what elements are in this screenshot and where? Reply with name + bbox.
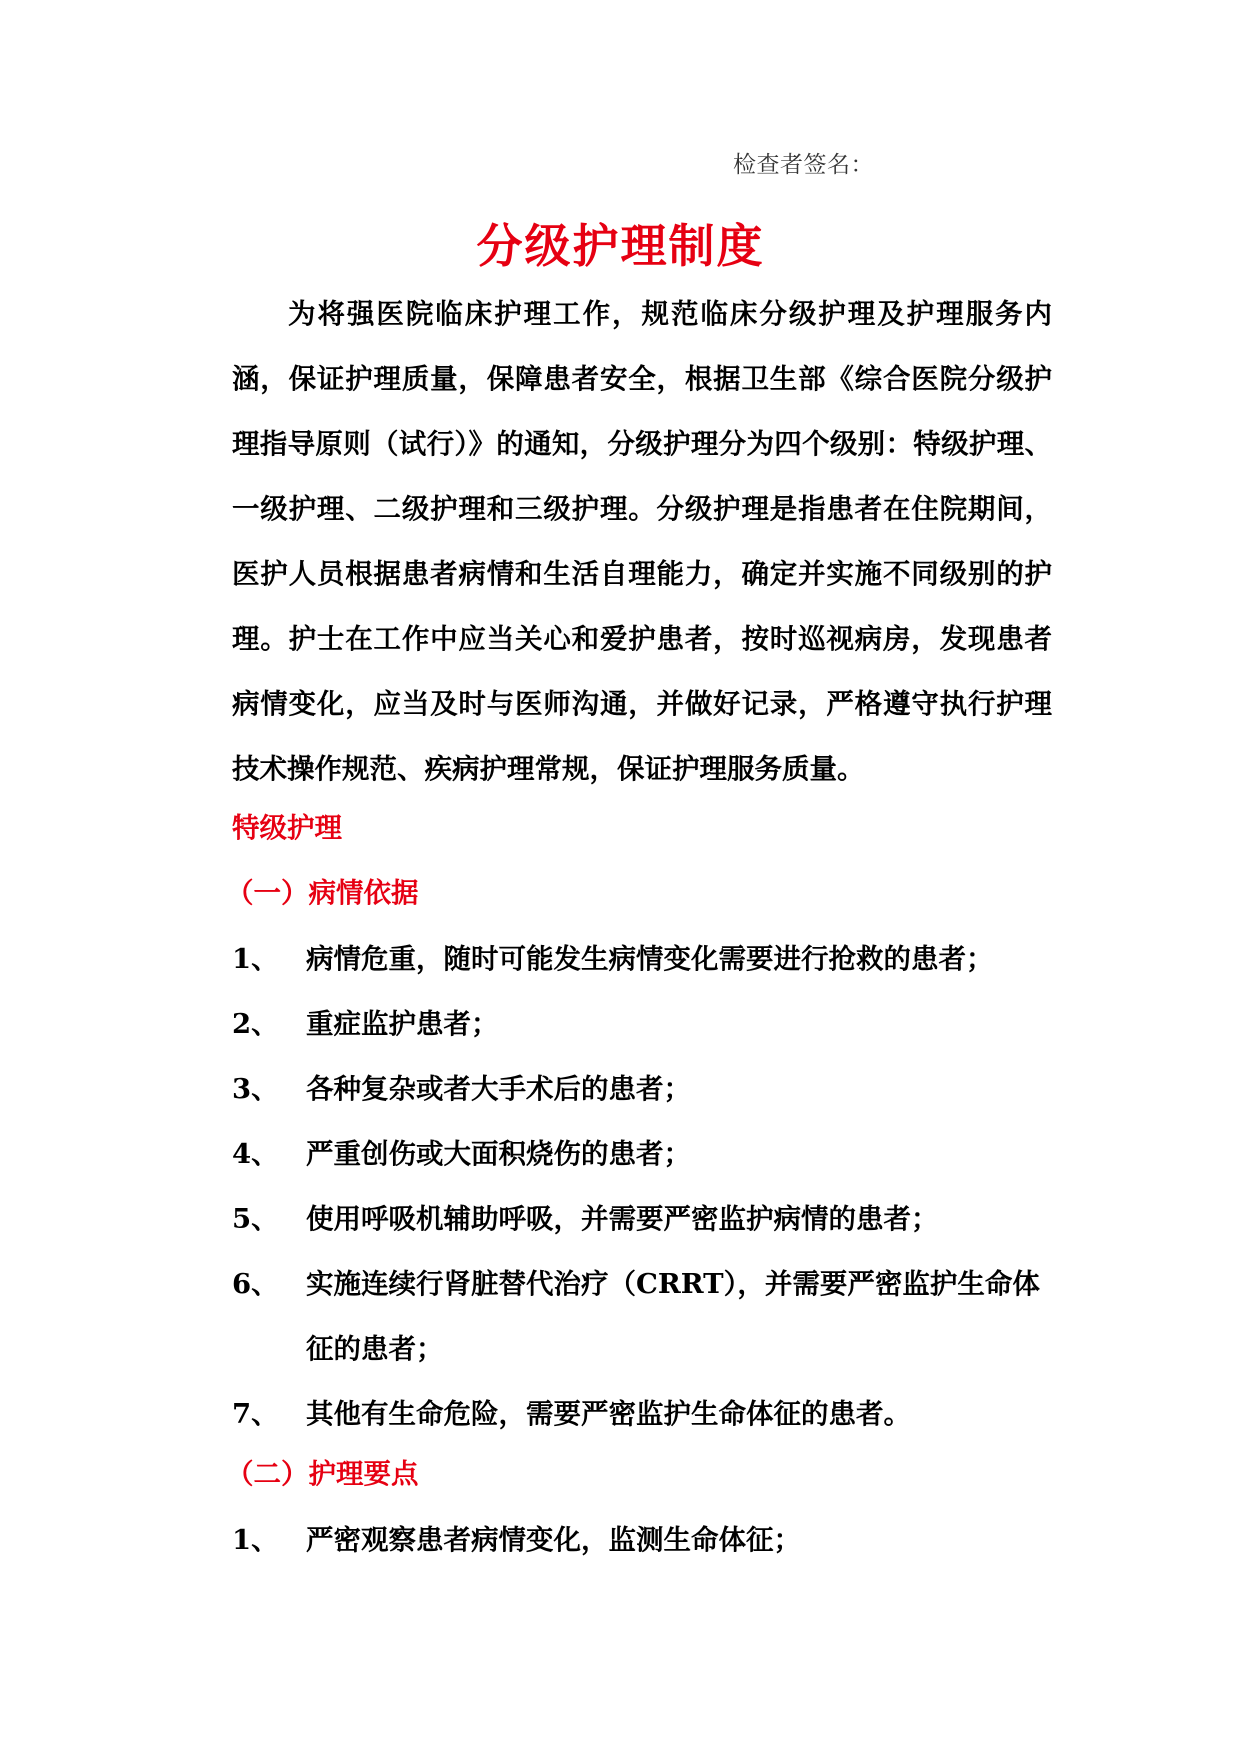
document-title: 分级护理制度 xyxy=(476,219,765,273)
list-item xyxy=(232,927,1052,992)
list-item-text: 严密观察患者病情变化，监测生命体征； xyxy=(306,1524,801,1556)
intro-paragraph: 为将强医院临床护理工作，规范临床分级护理及护理服务内涵，保证护理质量，保障患者安全，根据卫生部《综合医院分级护理指导原则（试行）》的通知，分级护理分为四个级别：特级护理、一级护理、二级护理和三级护理。分级护理是指患者在住院期间，医护人员根据患者病情和生活自理能力，确定并实施不同级别的护理。护士在工作中应当关心和爱护患者，按时巡视病房，发现患者病情变化，应当及时与医师沟通，并做好记录，严格遵守执行护理技术操作规范、疾病护理常规，保证护理服务质量。 xyxy=(232,298,1052,785)
section-heading-special-care: 特级护理 xyxy=(232,812,342,844)
list-item xyxy=(232,1057,1052,1122)
list-item-number: 7、 xyxy=(232,1398,279,1430)
list-item-text: 严重创伤或大面积烧伤的患者； xyxy=(306,1138,691,1170)
subsection-heading-care-points: （二）护理要点 xyxy=(226,1458,419,1490)
list-item-text: 重症监护患者； xyxy=(306,1008,499,1040)
list-item-text: 使用呼吸机辅助呼吸，并需要严密监护病情的患者； xyxy=(306,1203,939,1235)
list-item-text: 实施连续行肾脏替代治疗（CRRT），并需要严密监护生命体征的患者； xyxy=(306,1268,1040,1365)
list-item-number: 1、 xyxy=(232,943,279,975)
list-item-text: 各种复杂或者大手术后的患者； xyxy=(306,1073,691,1105)
list-item xyxy=(232,1122,1052,1187)
list-item xyxy=(232,1508,1052,1573)
list-item xyxy=(232,1382,1052,1447)
list-item-text: 其他有生命危险，需要严密监护生命体征的患者。 xyxy=(306,1398,911,1430)
list-item-number: 5、 xyxy=(232,1203,279,1235)
list-item-number: 1、 xyxy=(232,1524,279,1556)
list-item-number: 6、 xyxy=(232,1268,279,1300)
list-item-number: 2、 xyxy=(232,1008,279,1040)
list-item-number: 4、 xyxy=(232,1138,279,1170)
list-item xyxy=(232,992,1052,1057)
list-item-number: 3、 xyxy=(232,1073,279,1105)
list-item xyxy=(232,1252,1052,1382)
subsection-heading-condition-basis: （一）病情依据 xyxy=(226,877,419,909)
list-item xyxy=(232,1187,1052,1252)
signature-label: 检查者签名： xyxy=(733,152,874,178)
list-item-text: 病情危重，随时可能发生病情变化需要进行抢救的患者； xyxy=(306,943,994,975)
